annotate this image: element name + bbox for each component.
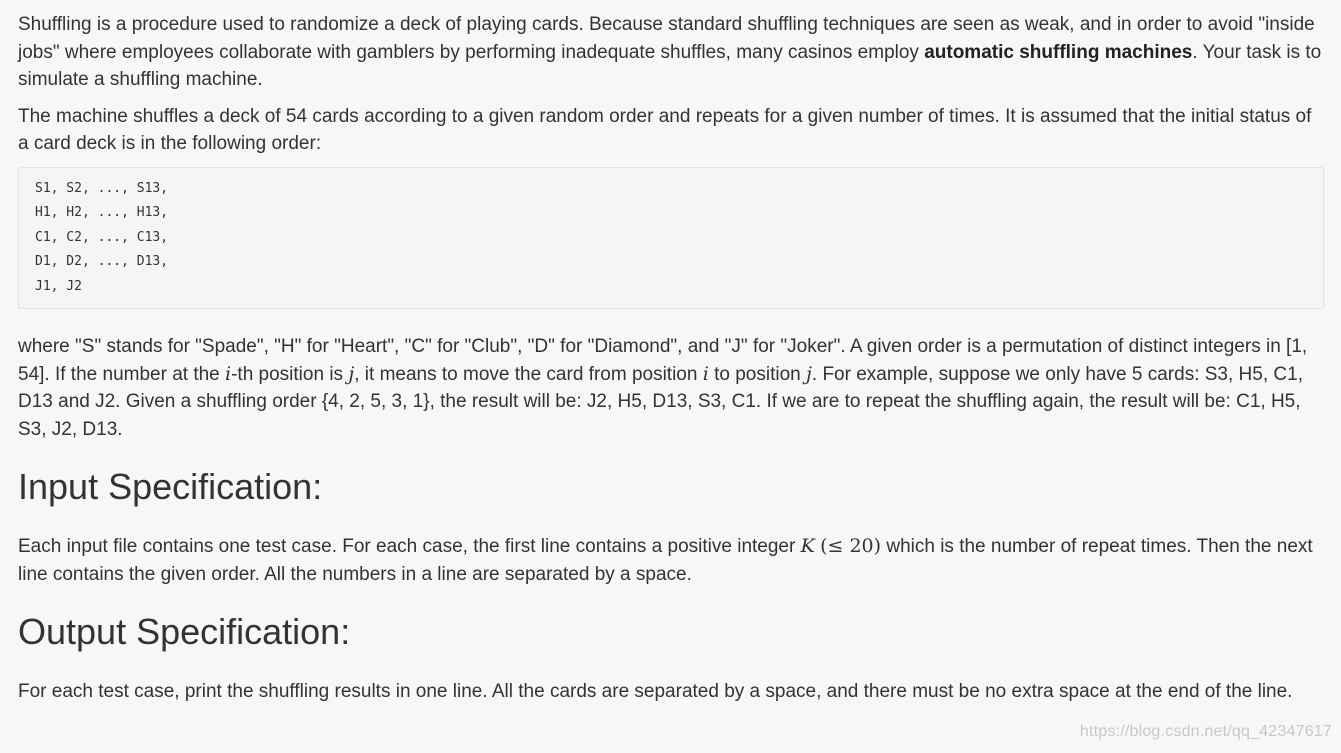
input-spec-heading: Input Specification:: [18, 466, 323, 507]
output-spec-heading: Output Specification:: [18, 611, 351, 652]
math-j: j: [805, 362, 812, 385]
math-k-bound: (≤ 20): [820, 535, 882, 557]
code-line: H1, H2, ..., H13,: [35, 205, 169, 220]
intro-bold-text: automatic shuffling machines: [924, 41, 1193, 63]
input-spec-paragraph: [18, 533, 1324, 588]
output-spec-paragraph: For each test case, print the shuffling results in one line. All the cards are separated by a space, and there must be no extra space at the end of the line.: [18, 681, 1293, 702]
code-line: S1, S2, ..., S13,: [35, 180, 169, 196]
where-text: where "S" stands for "Spade", "H" for "Heart", "C" for "Club", "D" for "Diamond", and "J" for "Joker". A given order is a permutation of distinct integers in [1, 54]. If the number at the: [18, 336, 1308, 385]
input-spec-text: Each input file contains one test case. For each case, the first line contains a positive integer: [18, 536, 801, 557]
problem-statement: [18, 11, 1324, 715]
where-paragraph: [18, 333, 1324, 443]
code-line: J1, J2: [35, 278, 82, 294]
deck-order-code-block: [18, 167, 1324, 310]
machine-paragraph: The machine shuffles a deck of 54 cards according to a given random order and repeats for a given number of times. It is assumed that the initial status of a card deck is in the following order:: [18, 105, 1312, 154]
where-text: . For example, suppose we only have 5 cards: S3, H5, C1, D13 and J2. Given a shuffling order {4, 2, 5, 3, 1}, the result will be: J2, H5, D13, S3, C1. If we are to repeat the shuffling again, the result will be: C1, H5, S3, J2, D13.: [18, 363, 1303, 440]
where-text: -th position is: [231, 363, 349, 385]
math-i: i: [702, 362, 709, 385]
watermark: https://blog.csdn.net/qq_42347617: [1079, 722, 1332, 740]
where-text: , it means to move the card from position: [354, 363, 703, 385]
math-j: j: [348, 362, 355, 385]
where-text: to position: [708, 363, 806, 385]
input-spec-text: which is the number of repeat times. Then the next line contains the given order. All the numbers in a line are separated by a space.: [18, 536, 1313, 585]
code-line: D1, D2, ..., D13,: [35, 254, 169, 269]
code-line: C1, C2, ..., C13,: [35, 229, 169, 245]
intro-text-end: . Your task is to simulate a shuffling machine.: [18, 41, 1322, 90]
intro-text: Shuffling is a procedure used to randomize a deck of playing cards. Because standard shuffling techniques are seen as weak, and in order to avoid "inside jobs" where employees collaborate with gamblers by performing inadequate shuffles, many casinos employ: [18, 14, 1315, 63]
math-k: K: [800, 535, 815, 557]
math-i: i: [225, 362, 232, 385]
intro-paragraph: [18, 11, 1324, 94]
